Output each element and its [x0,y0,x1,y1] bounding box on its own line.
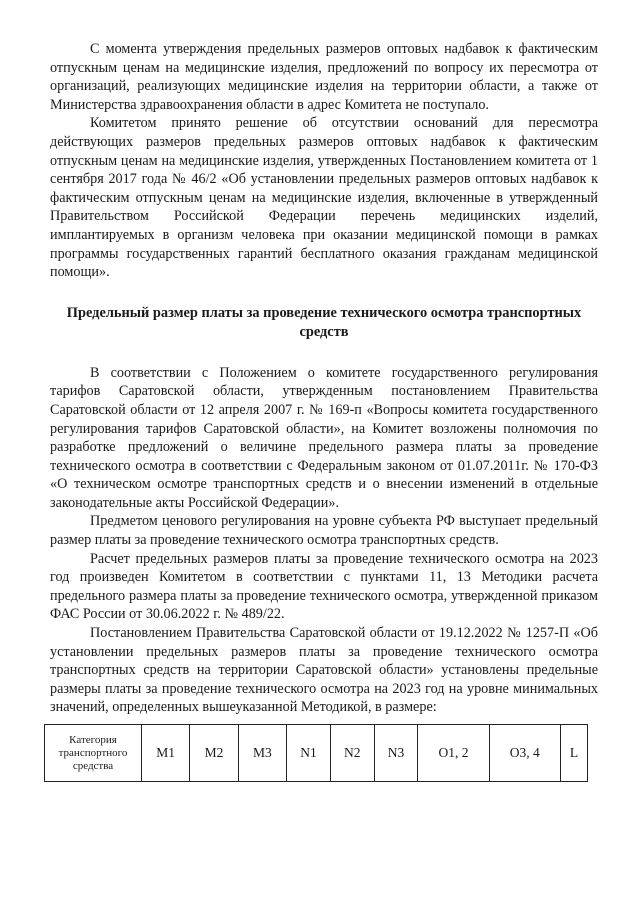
vehicle-category-table [44,724,588,782]
category-cell: O3, 4 [489,725,560,782]
category-cell: L [560,725,587,782]
paragraph-calculation: Расчет предельных размеров платы за проведение технического осмотра на 2023 год произведен Комитетом в соответствии с пунктами 11, 13 Методики расчета предельного размера платы за проведение технического осмотра, утвержденной приказом ФАС России от 30.06.2022 г. № 489/22. [50,550,598,623]
category-cell: M1 [142,725,190,782]
category-cell: O1, 2 [418,725,489,782]
paragraph-regulation-subject: Предметом ценового регулирования на уровне субъекта РФ выступает предельный размер платы за проведение технического осмотра транспортных средств. [50,513,598,549]
category-cell: M2 [190,725,238,782]
category-cell: N1 [287,725,331,782]
category-cell: M3 [238,725,286,782]
document-page [50,40,598,717]
paragraph-regulation-basis: В соответствии с Положением о комитете государственного регулирования тарифов Саратовской области, утвержденным постановлением Правительства Саратовской области от 12 апреля 2007 г. № 169-п «Вопросы комитета государственного регулирования тарифов Саратовской области», на Комитет возложены полномочия по разработке предложений о величине предельного размера платы за проведение технического осмотра в соответствии с Федеральным законом от 01.07.2011г. № 170-ФЗ «О техническом осмотре транспортных средств и о внесении изменений в отдельные законодательные акты Российской Федерации». [50,364,598,511]
category-cell: N2 [330,725,374,782]
paragraph-no-proposals: С момента утверждения предельных размеров оптовых надбавок к фактическим отпускным ценам на медицинские изделия, предложений по вопросу их пересмотра от организаций, реализующих медицинские изделия на территории области, а также от Министерства здравоохранения области в адрес Комитета не поступало. [50,41,598,113]
category-cell: N3 [374,725,418,782]
section-heading: Предельный размер платы за проведение технического осмотра транспортных средств [66,304,582,340]
paragraph-committee-decision: Комитетом принято решение об отсутствии оснований для пересмотра действующих размеров предельных размеров оптовых надбавок к фактическим отпускным ценам на медицинские изделия, утвержденных Постановлением комитета от 1 сентября 2017 года № 46/2 «Об установлении предельных размеров оптовых надбавок к фактическим отпускным ценам на медицинские изделия, включенные в утвержденный Правительством Российской Федерации перечень медицинских изделий, имплантируемых в организм человека при оказании медицинской помощи в рамках программы государственных гарантий бесплатного оказания гражданам медицинской помощи». [50,115,598,281]
table-row [45,725,588,782]
paragraph-government-resolution: Постановлением Правительства Саратовской области от 19.12.2022 № 1257-П «Об установлении предельных размеров платы за проведение технического осмотра транспортных средств на территории Саратовской области» установлены предельные размеры платы за проведение технического осмотра на 2023 год на уровне минимальных значений, определенных вышеуказанной Методикой, в размере: [50,625,598,716]
category-header-cell: Категория транспортного средства [45,725,142,782]
